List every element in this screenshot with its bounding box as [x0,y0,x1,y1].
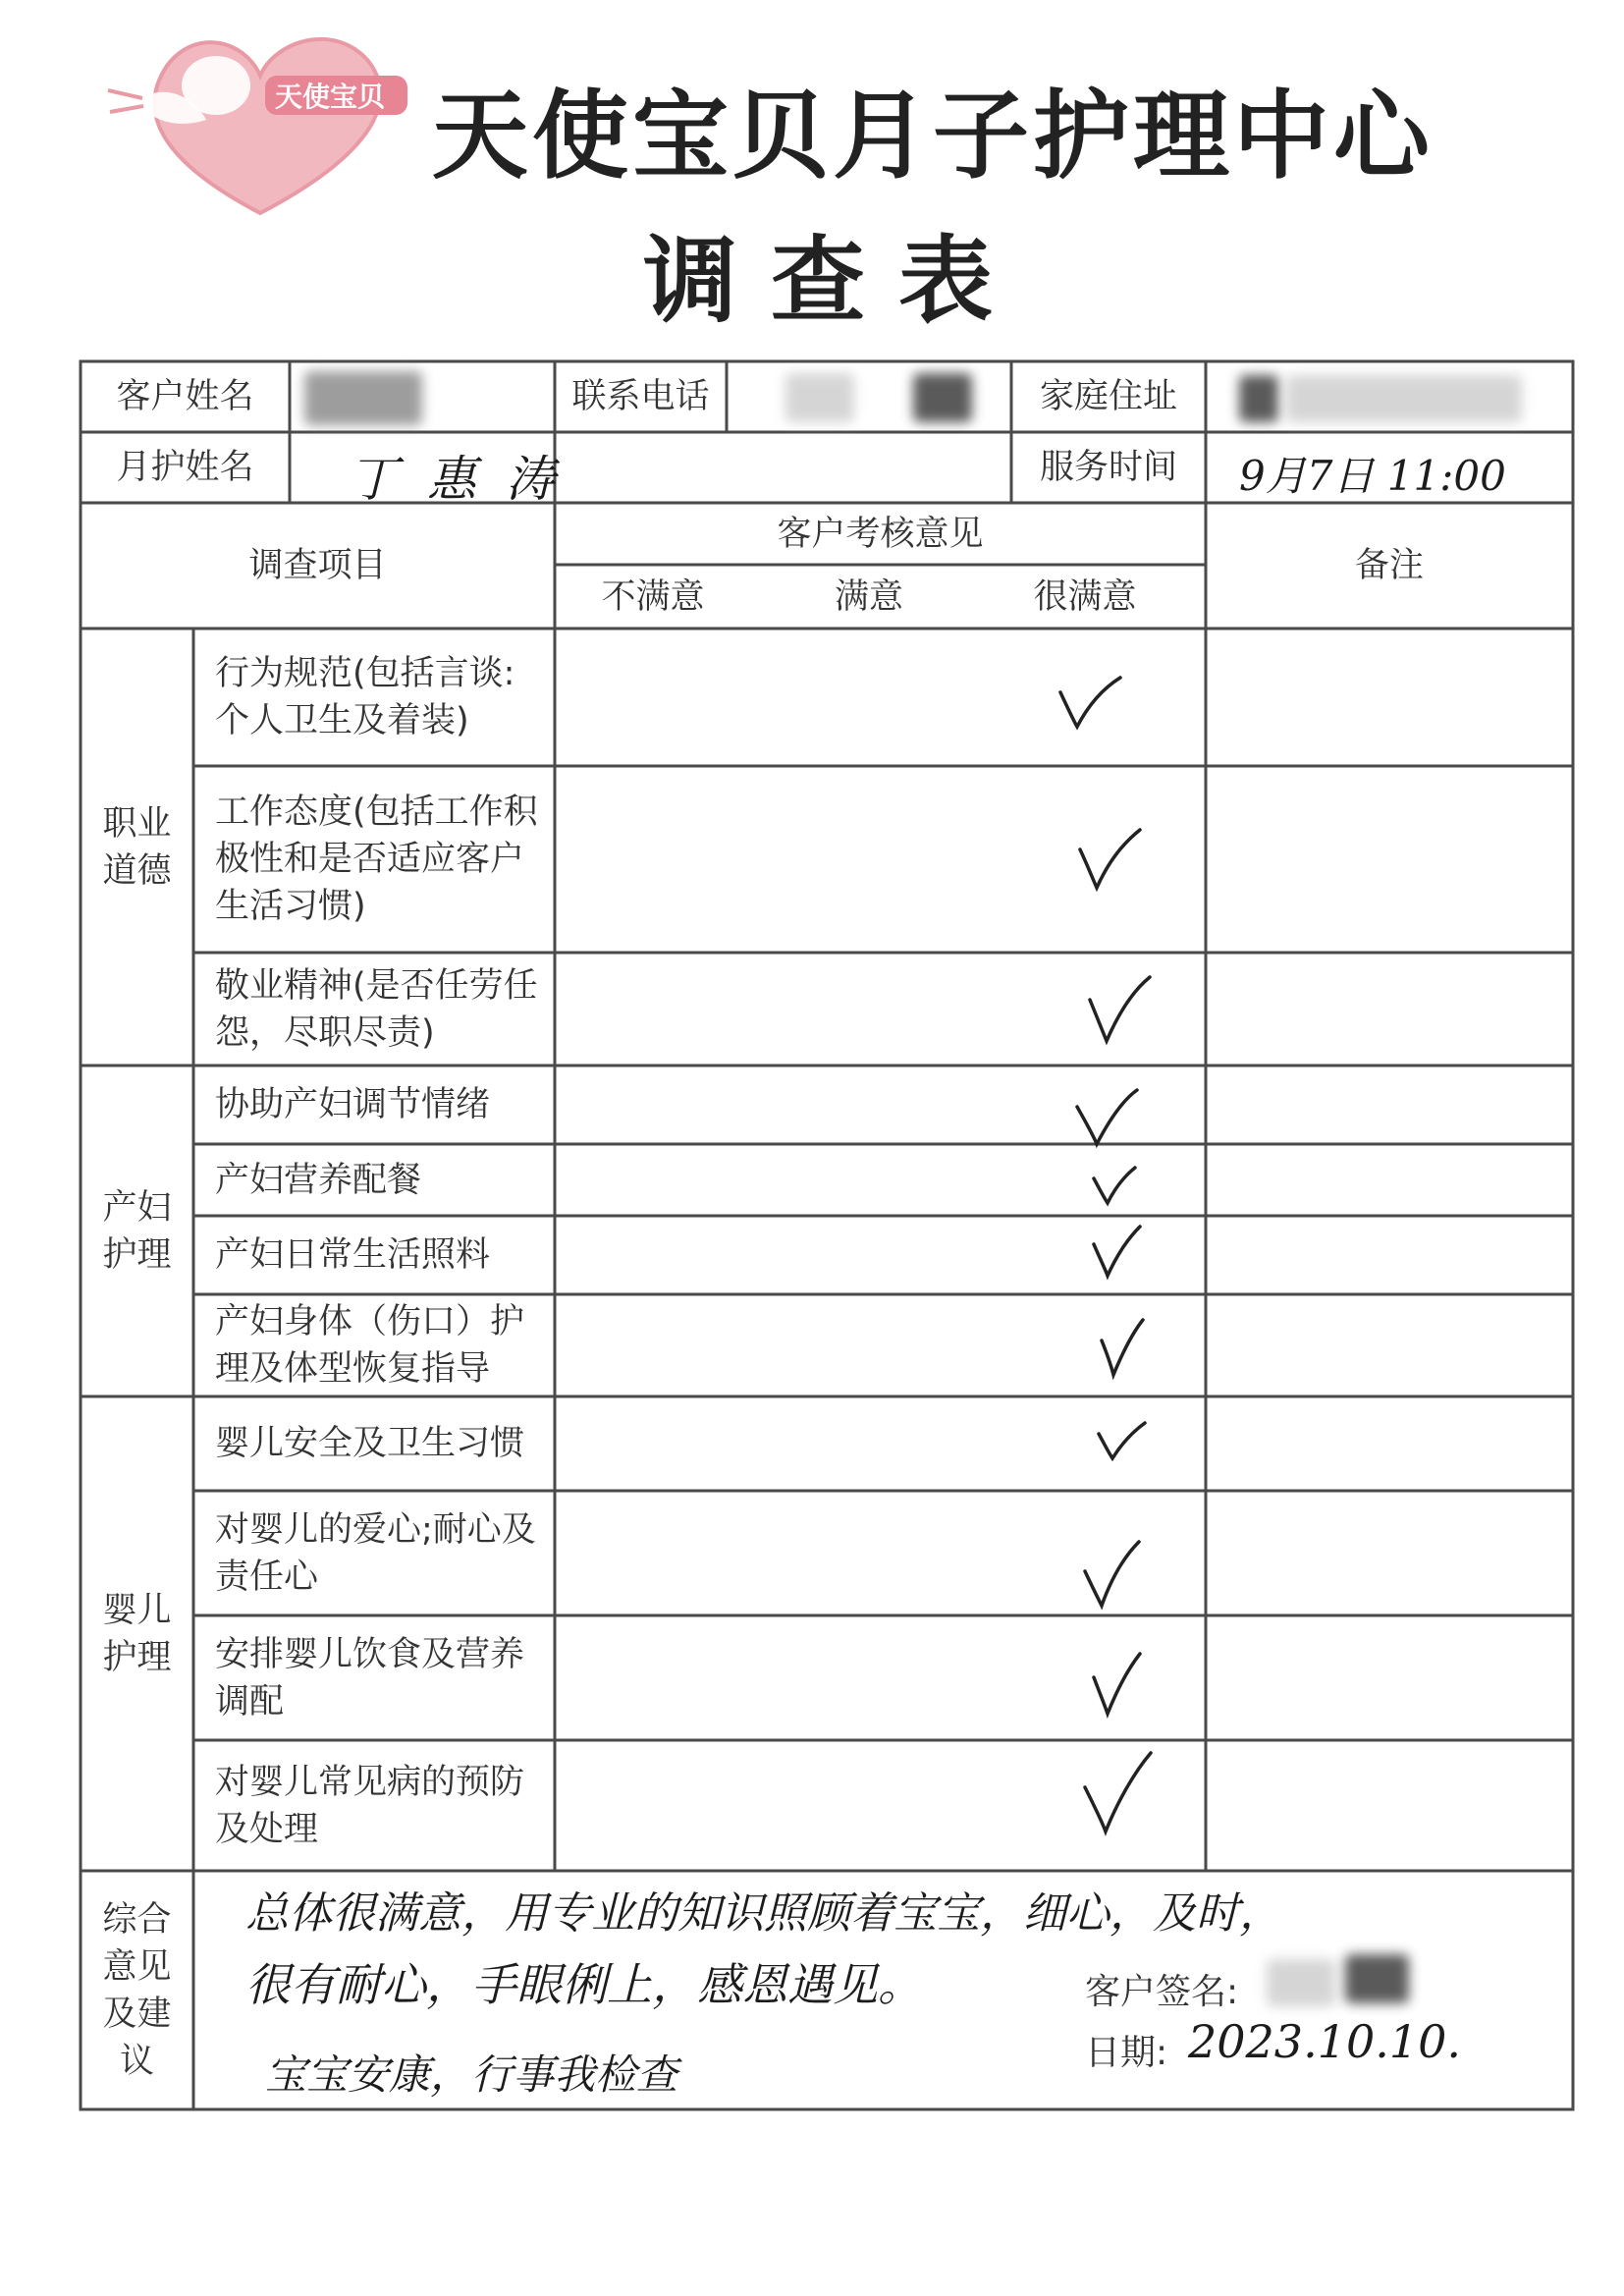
address-label: 家庭住址 [1039,377,1177,416]
item-mood-support: 协助产妇调节情绪 [215,1085,491,1124]
nurse-name-label: 月护姓名 [116,448,254,487]
item-behavior-standards: 行为规范(包括言谈:个人卫生及着装) [215,654,515,740]
check-icon-dedication [1085,972,1154,1046]
redaction-phone-2 [913,373,972,422]
item-nutrition-meals: 产妇营养配餐 [215,1160,422,1200]
item-baby-feeding: 安排婴儿饮食及营养调配 [215,1634,525,1722]
category-mother-care: 产妇护理 [102,1187,172,1275]
dissatisfied-header: 不满意 [601,576,705,617]
summary-comment-line2: 很有耐心，手眼俐上，感恩遇见。 [245,1958,923,2011]
summary-comment-line1: 总体很满意，用专业的知识照顾着宝宝，细心，及时， [245,1888,1282,1939]
category-professional-ethics: 职业道德 [102,803,172,891]
nurse-name-value: 丁惠涛 [349,451,584,508]
redaction-address-2 [1286,375,1522,422]
item-baby-love-patience: 对婴儿的爱心;耐心及责任心 [215,1509,536,1597]
item-daily-care: 产妇日常生活照料 [215,1235,491,1275]
remarks-header: 备注 [1354,546,1424,585]
check-icon-baby-illness [1080,1748,1159,1836]
check-icon-baby-safety [1095,1419,1149,1463]
page-subtitle: 调查表 [643,226,1026,336]
very-satisfied-header: 很满意 [1033,576,1137,617]
item-baby-safety: 婴儿安全及卫生习惯 [215,1424,525,1463]
redaction-customer-name [304,371,422,425]
summary-comment-line3: 宝宝安康，行事我检查 [265,2050,678,2099]
redaction-signature-1 [1267,1959,1335,2006]
check-icon-nutrition [1090,1164,1139,1208]
check-icon-daily-care [1090,1223,1144,1282]
phone-label: 联系电话 [571,377,710,416]
opinion-header: 客户考核意见 [777,514,984,554]
check-icon-mood [1072,1085,1141,1149]
service-time-label: 服务时间 [1039,448,1177,487]
summary-label: 综合意见及建议 [102,1899,172,2081]
category-baby-care: 婴儿护理 [102,1590,172,1677]
date-value: 2023.10.10. [1188,2015,1461,2068]
check-icon-baby-love [1080,1537,1144,1611]
check-icon-baby-feeding [1090,1650,1144,1719]
check-icon-behavior [1056,673,1124,732]
check-icon-recovery [1098,1316,1147,1380]
satisfied-header: 满意 [834,576,903,617]
survey-item-header: 调查项目 [248,546,387,585]
customer-name-label: 客户姓名 [116,377,254,416]
redaction-phone-1 [785,373,854,422]
signature-label: 客户签名: [1085,1972,1239,2012]
date-label: 日期: [1085,2033,1168,2073]
redaction-signature-2 [1345,1954,1409,2003]
service-time-value: 9月7日 11:00 [1239,452,1506,500]
page-title: 天使宝贝月子护理中心 [432,81,1435,192]
item-work-attitude: 工作态度(包括工作积极性和是否适应客户生活习惯) [215,793,538,926]
logo-text: 天使宝贝 [275,81,386,113]
item-baby-illness: 对婴儿常见病的预防及处理 [215,1762,525,1849]
check-icon-attitude [1075,825,1144,894]
item-dedication: 敬业精神(是否任劳任怨，尽职尽责) [215,965,538,1053]
item-recovery-guidance: 产妇身体（伤口）护理及体型恢复指导 [215,1302,525,1389]
redaction-address-1 [1239,375,1278,422]
